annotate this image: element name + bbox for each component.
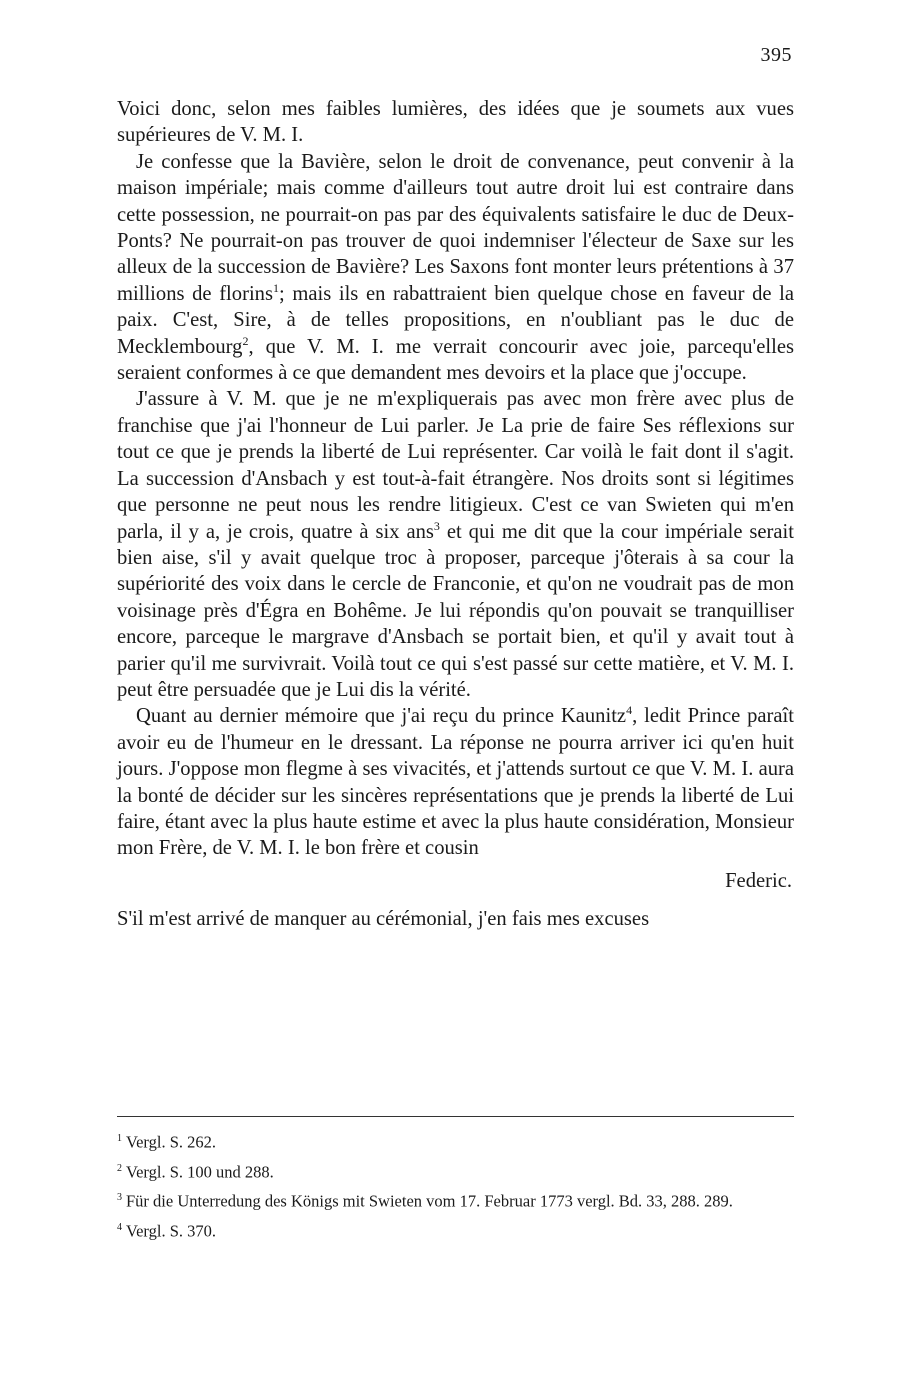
- paragraph-1: [117, 96, 794, 149]
- footnote-text: Vergl. S. 370.: [126, 1221, 216, 1240]
- footnote-ref[interactable]: 1: [272, 280, 279, 295]
- page-number: 395: [760, 44, 792, 66]
- footnote-ref[interactable]: 4: [626, 703, 633, 718]
- paragraph-text: Voici donc, selon mes faibles lumières, des idées que je soumets aux vues supérieures de V. M. I.: [117, 98, 794, 147]
- paragraph-text: , ledit Prince paraît avoir eu de l'humeur en le dressant. La réponse ne pourra arriver ici qu'en huit jours. J'oppose mon flegme à ses vivacités, et j'attends surtout ce que V. M. I. aura la bonté de décider sur les sincères représentations que je prends la liberté de Lui faire, étant avec la plus haute estime et avec la plus haute considération, Monsieur mon Frère, de V. M. I. le bon frère et cousin: [117, 705, 794, 860]
- paragraph-2: [117, 149, 794, 387]
- paragraph-text: J'assure à V. M. que je ne m'expliquerais pas avec mon frère avec plus de franchise que j'ai l'honneur de Lui parler. Je La prie de faire Ses réflexions sur tout ce que je prends la liberté de Lui représenter. Car voilà le fait dont il s'agit. La succession d'Ansbach y est tout-à-fait étrangère. Nos droits sont si légitimes que personne ne peut nous les rendre litigieux. C'est ce van Swieten qui m'en parla, il y a, je crois, quatre à six ans: [117, 388, 794, 543]
- paragraph-text: Quant au dernier mémoire que j'ai reçu du prince Kaunitz: [136, 705, 627, 728]
- paragraph-text: ; mais ils en rabattraient bien quelque chose en faveur de la paix. C'est, Sire, à de telles propositions, en n'oubliant pas le duc de Mecklembourg: [117, 282, 795, 358]
- footnote-text: Vergl. S. 100 und 288.: [126, 1162, 274, 1181]
- paragraph-text: et qui me dit que la cour impériale serait bien aise, s'il y avait quelque troc à proposer, parceque j'ôterais à sa cour la supériorité des voix dans le cercle de Franconie, et qu'on ne voudrait pas de mon voisinage près d'Égra en Bohême. Je lui répondis qu'on pouvait se tranquilliser encore, parceque le margrave d'Ansbach se portait bien, et qu'il y avait tout à parier qu'il me survivrait. Voilà tout ce qui s'est passé sur cette matière, et V. M. I. peut être persuadée que je Lui dis la vérité.: [117, 520, 794, 701]
- footnote-1: [117, 1128, 794, 1153]
- footnote-text: Für die Unterredung des Königs mit Swieten vom 17. Februar 1773 vergl. Bd. 33, 288. 289.: [126, 1191, 733, 1211]
- letter-body: [117, 96, 794, 933]
- footnotes: [117, 1128, 794, 1246]
- footnote-4: [117, 1217, 794, 1242]
- footnote-text: Vergl. S. 262.: [126, 1132, 216, 1152]
- footnote-3: [117, 1187, 794, 1212]
- footnote-ref[interactable]: 2: [242, 333, 249, 348]
- footnote-number: 3: [117, 1192, 122, 1203]
- footnote-number: 2: [117, 1162, 122, 1174]
- paragraph-text: Je confesse que la Bavière, selon le droit de convenance, peut convenir à la maison impériale; mais comme d'ailleurs tout autre droit lui est contraire dans cette possession, ne pourrait-on pas par des équivalents satisfaire le duc de Deux-Ponts? Ne pourrait-on pas trouver de quoi indemniser l'électeur de Saxe sur les alleux de la succession de Bavière? Les Saxons font monter leurs prétentions à 37 millions de florins: [117, 150, 794, 305]
- paragraph-text: , que V. M. I. me verrait concourir avec joie, parcequ'elles seraient conformes à ce que demandent mes devoirs et la place que j'occupe.: [117, 335, 794, 385]
- paragraph-4: [117, 703, 794, 861]
- signature: Federic.: [725, 869, 792, 892]
- footnote-ref[interactable]: 3: [433, 518, 440, 533]
- footnote-divider: [117, 1116, 794, 1117]
- postscript: S'il m'est arrivé de manquer au cérémonial, j'en fais mes excuses: [117, 908, 650, 931]
- footnote-2: [117, 1158, 794, 1183]
- footnote-number: 4: [117, 1221, 122, 1233]
- paragraph-3: [117, 386, 794, 703]
- footnote-number: 1: [117, 1133, 122, 1144]
